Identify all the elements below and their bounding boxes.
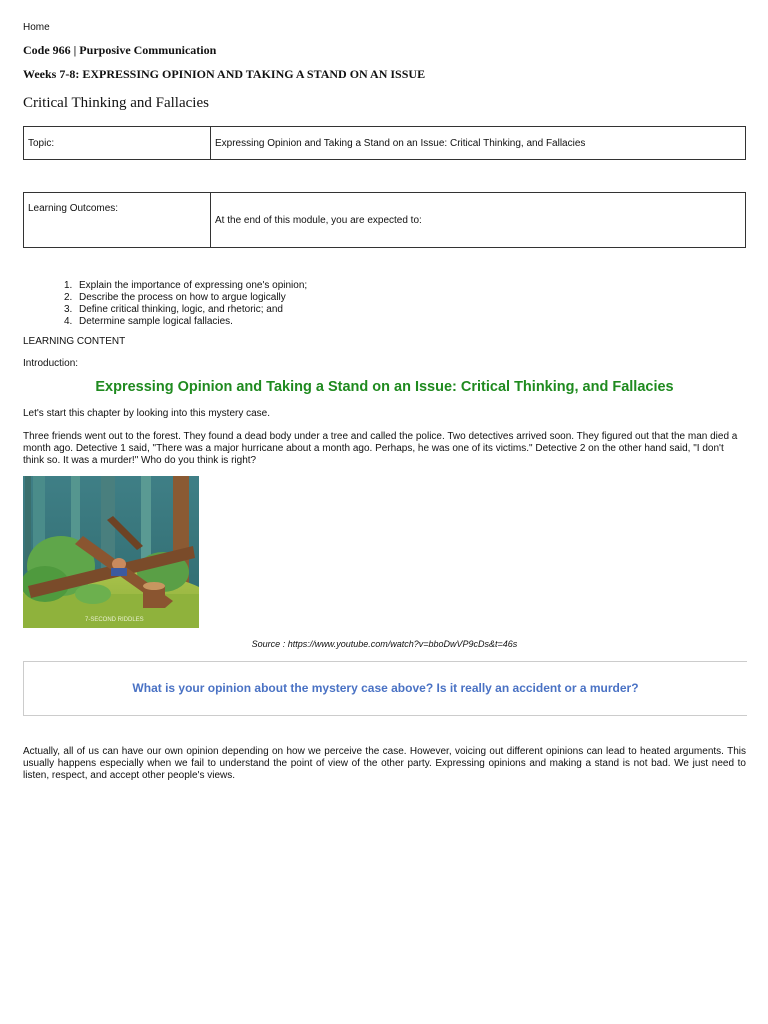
topic-value: Expressing Opinion and Taking a Stand on an Issue: Critical Thinking, and Fallacies: [211, 127, 746, 160]
introduction-label: Introduction:: [23, 358, 79, 369]
list-item-number: 2.: [64, 292, 73, 303]
list-item: [52, 304, 307, 316]
learning-outcomes-label: Learning Outcomes:: [24, 193, 211, 248]
section-heading: Expressing Opinion and Taking a Stand on an Issue: Critical Thinking, and Fallacies: [95, 379, 674, 395]
question-prompt: What is your opinion about the mystery case above? Is it really an accident or a murder?: [132, 681, 639, 695]
list-item-number: 1.: [64, 280, 73, 291]
page-title: Critical Thinking and Fallacies: [23, 95, 209, 111]
topic-label: Topic:: [24, 127, 211, 160]
learning-content-label: LEARNING CONTENT: [23, 336, 126, 347]
list-item-text: Explain the importance of expressing one's opinion;: [79, 280, 308, 291]
image-source-caption: Source : https://www.youtube.com/watch?v=bboDwVP9cDs&t=46s: [251, 639, 518, 649]
list-item-text: Define critical thinking, logic, and rhetoric; and: [79, 304, 283, 315]
list-item-number: 3.: [64, 304, 73, 315]
outcomes-list: [52, 280, 307, 328]
forest-scene-image: [23, 476, 199, 628]
list-item-number: 4.: [64, 316, 73, 327]
course-code-heading: Code 966 | Purposive Communication: [23, 43, 217, 57]
home-link[interactable]: Home: [23, 22, 50, 33]
learning-outcomes-table: [23, 192, 746, 248]
list-item-text: Determine sample logical fallacies.: [79, 316, 233, 327]
image-watermark: 7-SECOND RIDDLES: [85, 617, 144, 623]
list-item: [52, 316, 307, 328]
intro-paragraph: Let's start this chapter by looking into this mystery case.: [23, 408, 271, 419]
closing-paragraph: Actually, all of us can have our own opinion depending on how we perceive the case. However, voicing out different opinions can lead to heated arguments. This usually happens especially when we fail to understand the point of view of the other party. Expressing opinions and making a stand is not bad. We just need to listen, respect, and accept other people's views.: [23, 746, 746, 781]
topic-table: [23, 126, 746, 160]
list-item-text: Describe the process on how to argue logically: [79, 292, 286, 303]
learning-outcomes-value: At the end of this module, you are expected to:: [211, 193, 746, 248]
mystery-story-paragraph: Three friends went out to the forest. They found a dead body under a tree and called the police. Two detectives arrived soon. They figured out that the man died a month ago. Detective 1 said, "There was a major hurricane about a month ago. Perhaps, he was one of its victims." Detective 2 on the other hand said, "I don't think so. It was a murder!" Who do you think is right?: [23, 431, 738, 466]
forest-illustration: [23, 476, 199, 628]
question-box: [23, 661, 747, 716]
weeks-heading: Weeks 7-8: EXPRESSING OPINION AND TAKING A STAND ON AN ISSUE: [23, 67, 426, 81]
list-item: [52, 280, 307, 292]
list-item: [52, 292, 307, 304]
